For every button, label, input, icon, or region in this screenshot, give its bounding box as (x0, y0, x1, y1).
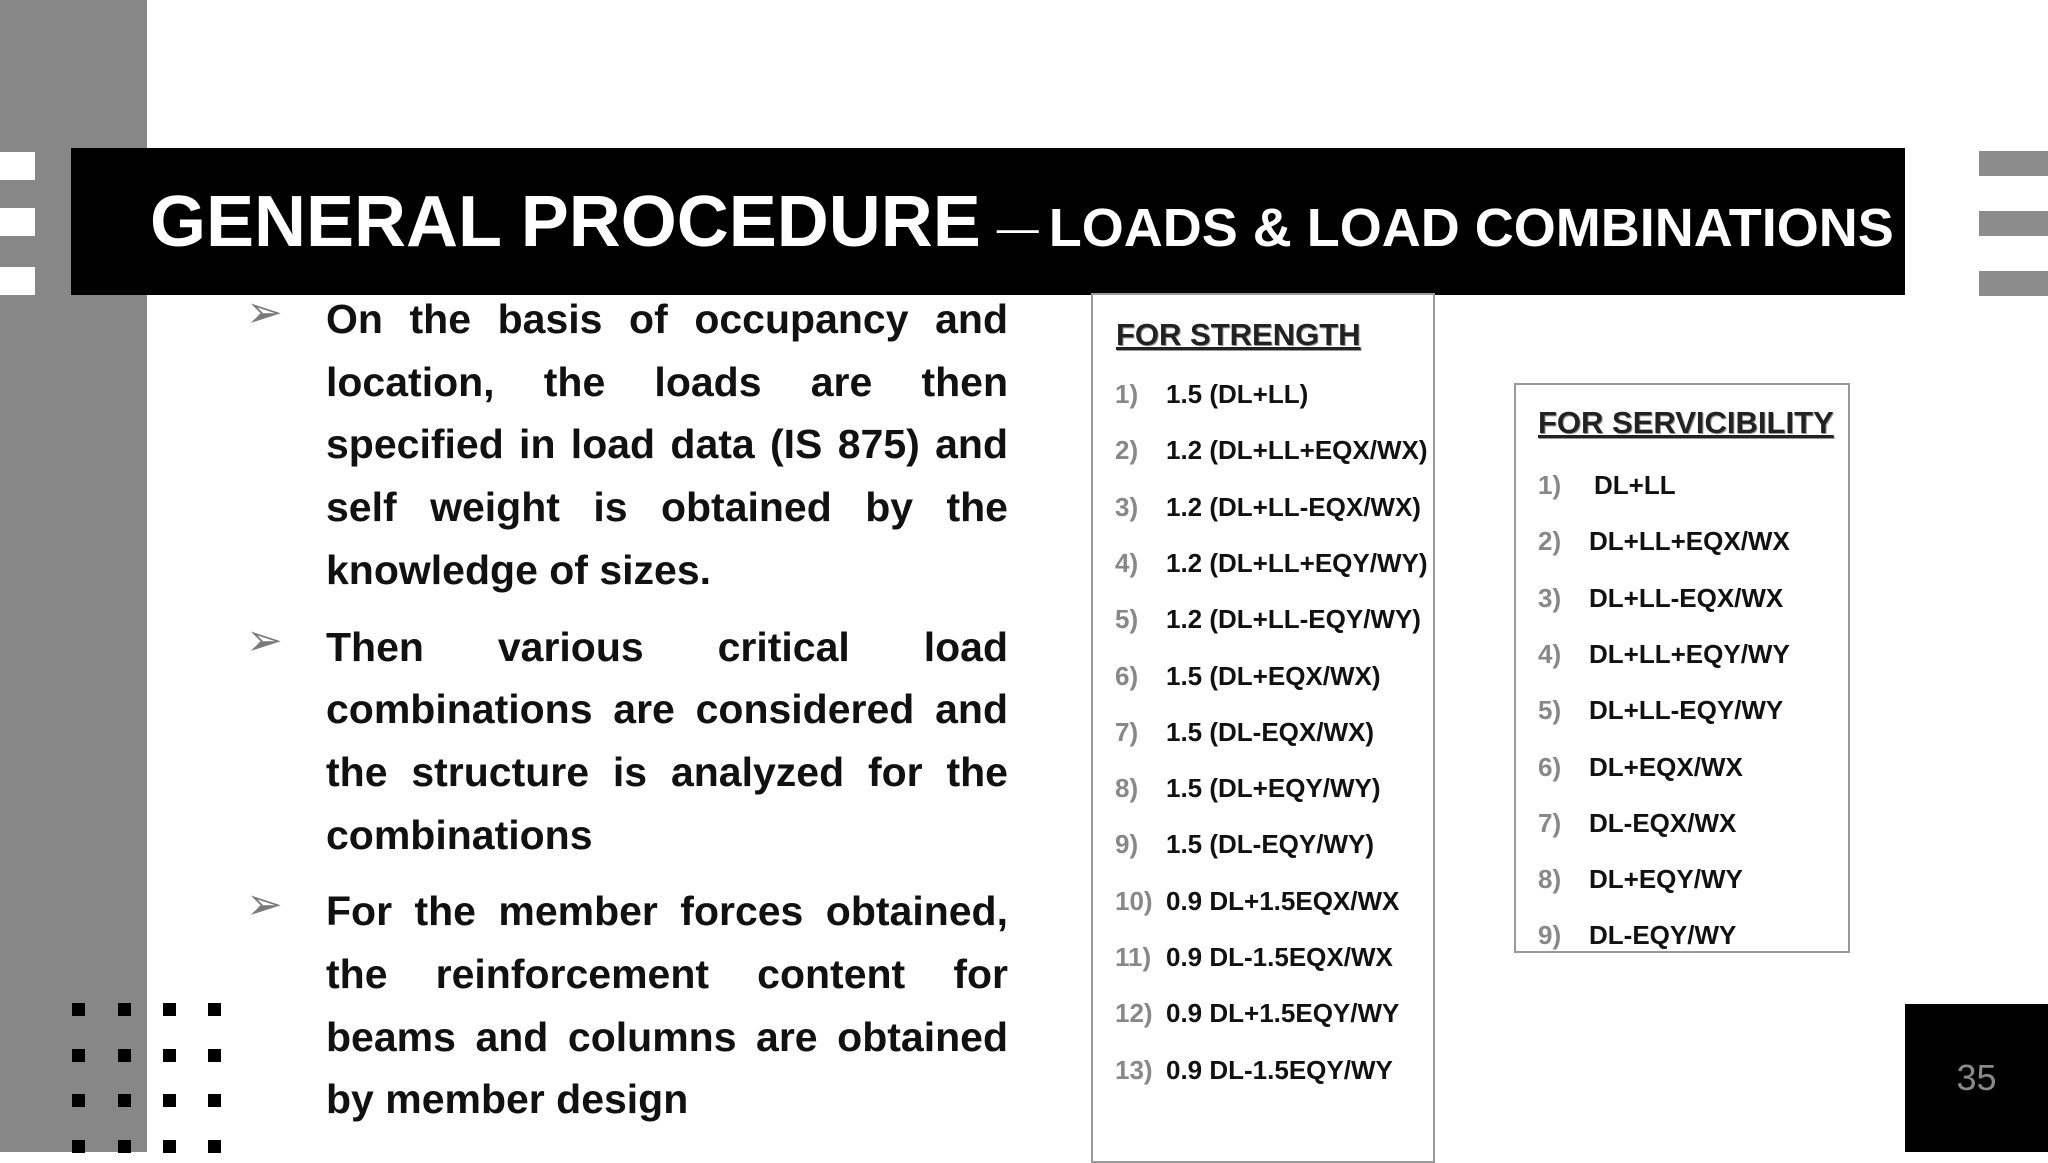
combination-formula: DL-EQX/WX (1589, 807, 1737, 838)
decor-dot (72, 1049, 85, 1062)
combination-number: 8) (1115, 773, 1139, 804)
page-number-box (1905, 1004, 2048, 1152)
bullet-text: On the basis of occupancy and location, the loads are then specified in load data (IS 875) and self weight is obtained by the knowledge of sizes. (326, 296, 1008, 593)
combination-number: 9) (1538, 920, 1562, 951)
bullet-list (246, 288, 1008, 1145)
combination-formula: 1.5 (DL+EQY/WY) (1166, 773, 1381, 804)
left-decor-bar (0, 208, 35, 236)
combination-formula: 0.9 DL+1.5EQY/WY (1166, 998, 1400, 1029)
combination-formula: DL+LL-EQX/WX (1589, 582, 1784, 613)
page-number: 35 (1956, 1057, 1997, 1098)
combination-formula: 1.5 (DL+EQX/WX) (1166, 660, 1381, 691)
slide-title: GENERAL PROCEDURE (150, 181, 981, 262)
combination-formula: DL+EQX/WX (1589, 751, 1743, 782)
combination-number: 4) (1538, 638, 1562, 669)
combination-formula: 1.5 (DL-EQX/WX) (1166, 716, 1375, 747)
decor-dot (163, 1003, 176, 1016)
decor-dot (163, 1140, 176, 1153)
right-decor-bar (1979, 271, 2048, 296)
bullet-item (246, 288, 1008, 602)
combination-number: 3) (1115, 491, 1139, 522)
combination-number: 2) (1538, 526, 1562, 557)
decor-dot (208, 1049, 221, 1062)
combination-formula: 1.2 (DL+LL-EQX/WX) (1166, 491, 1421, 522)
right-decor-bar (1979, 211, 2048, 236)
decor-dot (208, 1094, 221, 1107)
arrow-bullet-icon: ➢ (246, 615, 283, 665)
slide-subtitle: LOADS & LOAD COMBINATIONS (1048, 197, 1894, 258)
combination-number: 4) (1115, 547, 1139, 578)
combination-number: 9) (1115, 829, 1139, 860)
title-separator: — (996, 203, 1039, 251)
serviceability-combinations-box (1514, 383, 1850, 953)
combination-number: 6) (1538, 751, 1562, 782)
bullet-item (246, 880, 1008, 1131)
decor-dot (72, 1003, 85, 1016)
combination-number: 5) (1115, 604, 1139, 635)
serviceability-heading: FOR SERVICIBILITY (1538, 405, 1834, 440)
combination-number: 6) (1115, 660, 1139, 691)
bullet-text: For the member forces obtained, the reinforcement content for beams and columns are obtained by member design (326, 888, 1008, 1123)
combination-formula: DL+LL (1594, 470, 1676, 500)
combination-formula: DL+LL-EQY/WY (1589, 695, 1784, 726)
arrow-bullet-icon: ➢ (246, 880, 283, 930)
combination-number: 11) (1115, 942, 1152, 972)
left-decor-bar (0, 152, 35, 180)
combination-formula: DL+LL+EQX/WX (1589, 526, 1790, 557)
combination-number: 5) (1538, 695, 1562, 726)
combination-formula: DL-EQY/WY (1589, 920, 1737, 951)
combination-formula: 1.2 (DL+LL+EQY/WY) (1166, 547, 1428, 578)
combination-number: 12) (1115, 998, 1153, 1029)
combination-formula: DL+LL+EQY/WY (1589, 638, 1790, 669)
combination-formula: 0.9 DL+1.5EQX/WX (1166, 885, 1400, 916)
combination-number: 7) (1538, 807, 1562, 838)
decor-dot (208, 1140, 221, 1153)
combination-formula: 0.9 DL-1.5EQY/WY (1166, 1054, 1393, 1085)
decor-dot (163, 1094, 176, 1107)
decor-dot (72, 1140, 85, 1153)
bullet-text: Then various critical load combinations are considered and the structure is analyzed for the combinations (326, 623, 1008, 858)
combination-number: 1) (1538, 470, 1562, 500)
decor-dot (118, 1003, 131, 1016)
right-decor-bar (1979, 151, 2048, 176)
decor-dot (118, 1140, 131, 1153)
combination-number: 3) (1538, 582, 1562, 613)
decor-dot (208, 1003, 221, 1016)
strength-combinations-box (1091, 293, 1435, 1163)
decor-dot (72, 1094, 85, 1107)
combination-formula: 0.9 DL-1.5EQX/WX (1166, 942, 1393, 972)
combination-formula: 1.5 (DL+LL) (1166, 379, 1309, 409)
left-decor-bar (0, 267, 35, 295)
combination-formula: DL+EQY/WY (1589, 864, 1743, 895)
combination-number: 7) (1115, 716, 1139, 747)
combination-number: 1) (1115, 379, 1139, 409)
arrow-bullet-icon: ➢ (246, 288, 283, 337)
combination-number: 2) (1115, 435, 1139, 466)
combination-number: 13) (1115, 1054, 1153, 1085)
combination-formula: 1.2 (DL+LL-EQY/WY) (1166, 604, 1421, 635)
strength-heading: FOR STRENGTH (1116, 317, 1361, 352)
decor-dot (118, 1049, 131, 1062)
combination-number: 10) (1115, 885, 1153, 916)
combination-formula: 1.2 (DL+LL+EQX/WX) (1166, 435, 1428, 466)
bullet-item (246, 616, 1008, 867)
combination-formula: 1.5 (DL-EQY/WY) (1166, 829, 1375, 860)
title-bar (71, 148, 1905, 295)
decor-dot (118, 1094, 131, 1107)
decor-dot (163, 1049, 176, 1062)
combination-number: 8) (1538, 864, 1562, 895)
